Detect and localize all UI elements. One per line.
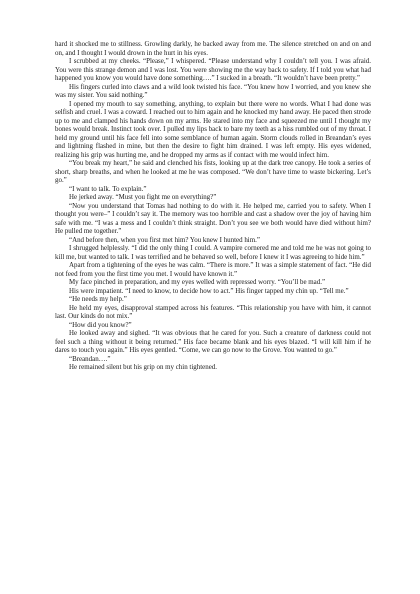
- paragraph: “Now you understand that Tomas had nothing to do with it. He helped me, carried you to safety. When I thought you were–” I couldn’t say it. The memory was too horrible and cast a shadow over the joy of having him safe with me. “I was a mess and I couldn’t think straight. Don’t you see we both would have died without him? He pulled me together.”: [55, 201, 371, 235]
- paragraph: “How did you know?”: [69, 320, 132, 329]
- paragraph: Apart from a tightening of the eyes he was calm. “There is more.” It was a simple statement of fact. “He did not feed from you the first time you met. I would have known it.”: [55, 261, 371, 278]
- paragraph: He jerked away. “Must you fight me on everything?”: [69, 193, 217, 201]
- paragraph: I scrubbed at my cheeks. “Please,” I whispered. “Please understand why I couldn’t tell you. I was afraid. You were this strange demon and I was lost. You were showing me the way back to safety. If I told you what had happened you know you would have done something….” I sucked in a breath. “It wouldn’t have been pretty.”: [55, 57, 371, 82]
- paragraph-continued: hard it shocked me to stillness. Growling darkly, he backed away from me. The silence stretched on and on and on, and I thought I would drown in the hurt in his eyes.: [55, 40, 371, 57]
- paragraph: I shrugged helplessly. “I did the only thing I could. A vampire cornered me and told me he was not going to kill me, but wanted to talk. I was terrified and he behaved so well, before I knew it I was agreeing to hide him.”: [55, 244, 371, 261]
- paragraph: My face pinched in preparation, and my eyes welled with repressed worry. “You’ll be mad.”: [69, 278, 326, 286]
- paragraph: “He needs my help.”: [69, 295, 127, 303]
- paragraph: His fingers curled into claws and a wild look twisted his face. “You knew how I worried, and you knew she was my sister. You said nothing.”: [55, 82, 371, 99]
- paragraph: His were impatient. “I need to know, to decide how to act.” His finger tapped my chin up. “Tell me.”: [69, 286, 349, 295]
- paragraph: “Breandan….”: [69, 354, 111, 363]
- paragraph: “I want to talk. To explain.”: [69, 184, 147, 193]
- paragraph: I opened my mouth to say something, anything, to explain but there were no words. What I had done was selfish and cruel. I was a coward. I reached out to him again and he knocked my hand away. He paced then strode up to me and clamped his hands down on my arms. He stared into my face and squeezed me until I thought my bones would break. Instinct took over. I pulled my lips back to bare my teeth as a hiss rumbled out of my throat. I held my ground until his face fell into some semblance of human again. Storm clouds rolled in Breandan’s eyes and lightning flashed in mine, but then the desire to fight him drained. I was left empty. His eyes widened, realizing his grip was hurting me, and he dropped my arms as if contact with me would infect him.: [55, 99, 371, 159]
- paragraph: “And before then, when you first met him? You knew I hunted him.”: [69, 235, 260, 244]
- paragraph: He looked away and sighed. “It was obvious that he cared for you. Such a creature of darkness could not feel such a thing without it being returned.” His face became blank and his eyes blazed. “I will kill him if he dares to touch you again.” His eyes gentled. “Come, we can go now to the Grove. You wanted to go.”: [55, 329, 371, 354]
- paragraph: He remained silent but his grip on my chin tightened.: [69, 363, 217, 371]
- body-text: [55, 40, 371, 372]
- paragraph: He held my eyes, disapproval stamped across his features. “This relationship you have with him, it cannot last. Our kinds do not mix.”: [55, 303, 371, 320]
- paragraph: “You break my heart,” he said and clenched his fists, looking up at the dark tree canopy. He took a series of short, sharp breaths, and when he looked at me he was composed. “We don’t have time to waste bickering. Let’s go.”: [55, 159, 371, 184]
